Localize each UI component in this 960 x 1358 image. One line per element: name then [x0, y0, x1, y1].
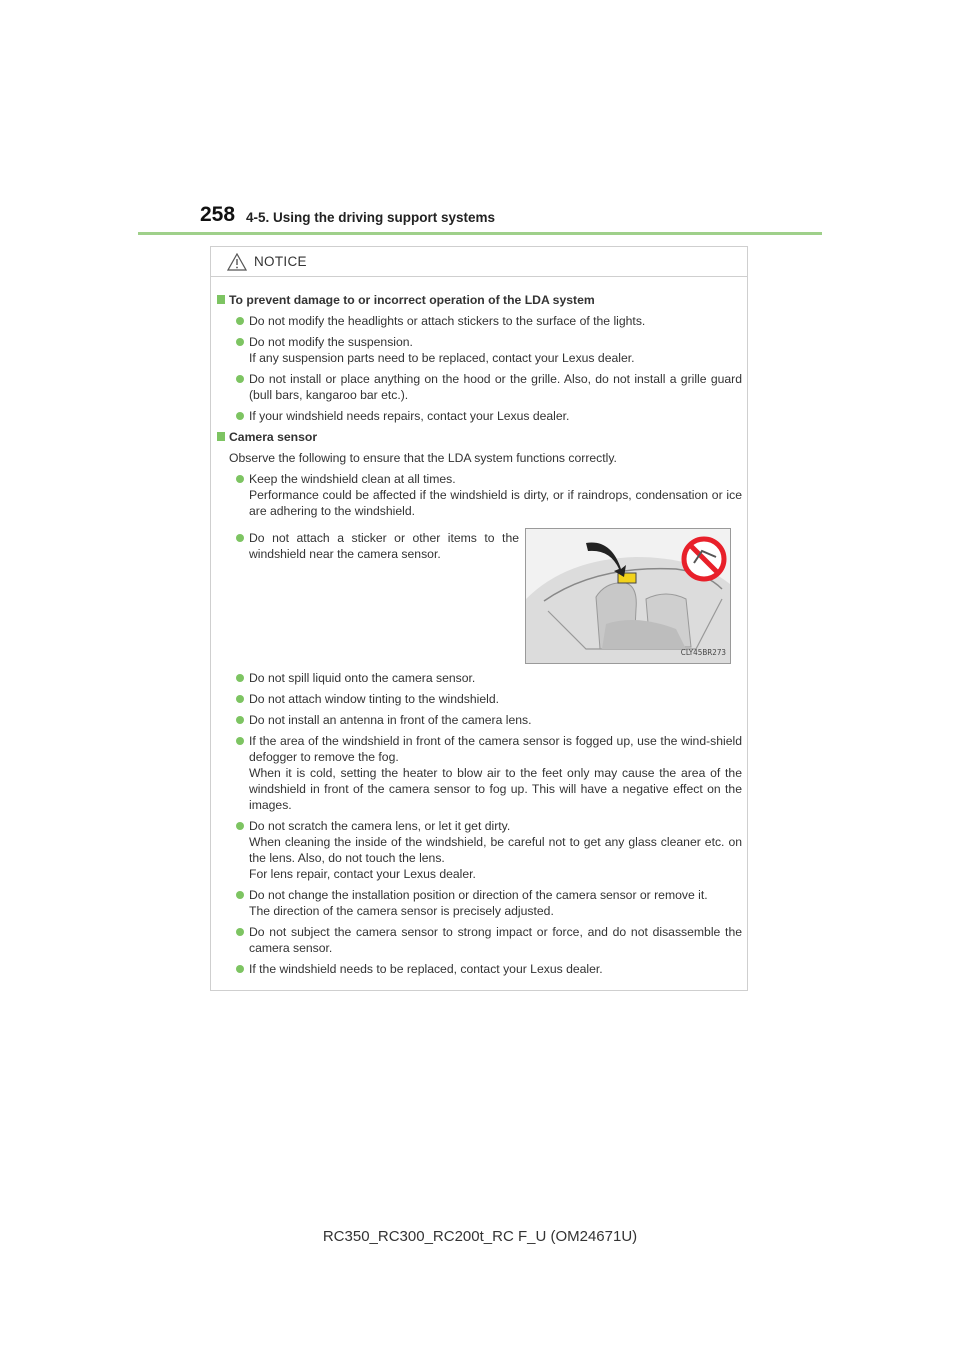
- bullet-dot-icon: [236, 534, 244, 542]
- list-item: Do not modify the headlights or attach stickers to the surface of the lights.: [217, 313, 742, 329]
- heading-square-icon: [217, 432, 225, 441]
- bullet-dot-icon: [236, 965, 244, 973]
- bullet-dot-icon: [236, 891, 244, 899]
- notice-label: NOTICE: [254, 254, 307, 269]
- header-rule: [138, 232, 822, 235]
- windshield-camera-icon: [526, 529, 730, 663]
- bullet-dot-icon: [236, 716, 244, 724]
- bullet-dot-icon: [236, 674, 244, 682]
- figure-row: [217, 524, 742, 664]
- bullet-dot-icon: [236, 338, 244, 346]
- bullet-dot-icon: [236, 695, 244, 703]
- heading-square-icon: [217, 295, 225, 304]
- bullet-dot-icon: [236, 822, 244, 830]
- lda-damage-heading: To prevent damage to or incorrect operation of the LDA system: [217, 292, 742, 308]
- list-item: Do not spill liquid onto the camera sensor.: [217, 670, 742, 686]
- bullet-dot-icon: [236, 317, 244, 325]
- bullet-dot-icon: [236, 412, 244, 420]
- bullet-dot-icon: [236, 928, 244, 936]
- section-title: 4-5. Using the driving support systems: [246, 210, 496, 225]
- list-item: If the windshield needs to be replaced, contact your Lexus dealer.: [217, 961, 742, 977]
- lda-bullet-list: [217, 313, 742, 424]
- list-item: If the area of the windshield in front of the camera sensor is fogged up, use the wind-shield defogger to remove the fog. When it is cold, setting the heater to blow air to the feet only may cause the area of the windshield in front of the camera sensor to fog up. This will have a negative effect on the images.: [217, 733, 742, 813]
- notice-box: [210, 246, 748, 991]
- figure-code: CLY45BR273: [680, 648, 726, 657]
- list-item: Do not install or place anything on the hood or the grille. Also, do not install a grille guard (bull bars, kangaroo bar etc.).: [217, 371, 742, 403]
- bullet-dot-icon: [236, 737, 244, 745]
- list-item: Do not subject the camera sensor to strong impact or force, and do not disassemble the camera sensor.: [217, 924, 742, 956]
- list-item: Do not attach window tinting to the windshield.: [217, 691, 742, 707]
- list-item: If your windshield needs repairs, contact your Lexus dealer.: [217, 408, 742, 424]
- camera-bullet-list: [217, 670, 742, 977]
- bullet-dot-icon: [236, 475, 244, 483]
- notice-body: [211, 277, 747, 977]
- windshield-sticker-illustration: [525, 528, 731, 664]
- notice-header: [211, 247, 747, 277]
- list-item: Do not change the installation position or direction of the camera sensor or remove it. The direction of the camera sensor is precisely adjusted.: [217, 887, 742, 919]
- page-number: 258: [200, 203, 236, 226]
- camera-sensor-heading: Camera sensor: [217, 429, 742, 445]
- list-item: Do not modify the suspension. If any suspension parts need to be replaced, contact your Lexus dealer.: [217, 334, 742, 366]
- warning-triangle-icon: [227, 253, 247, 271]
- list-item: Keep the windshield clean at all times. Performance could be affected if the windshield is dirty, or if raindrops, condensation or ice are adhering to the windshield.: [217, 471, 742, 519]
- list-item: Do not install an antenna in front of the camera lens.: [217, 712, 742, 728]
- list-item: Do not scratch the camera lens, or let it get dirty. When cleaning the inside of the windshield, be careful not to get any glass cleaner etc. on the lens. Also, do not touch the lens. For lens repair, contact your Lexus dealer.: [217, 818, 742, 882]
- list-item: Do not attach a sticker or other items to the windshield near the camera sensor.: [217, 530, 519, 659]
- footer-model-code: RC350_RC300_RC200t_RC F_U (OM24671U): [322, 1228, 638, 1245]
- bullet-dot-icon: [236, 375, 244, 383]
- camera-sensor-intro: Observe the following to ensure that the LDA system functions correctly.: [229, 451, 617, 465]
